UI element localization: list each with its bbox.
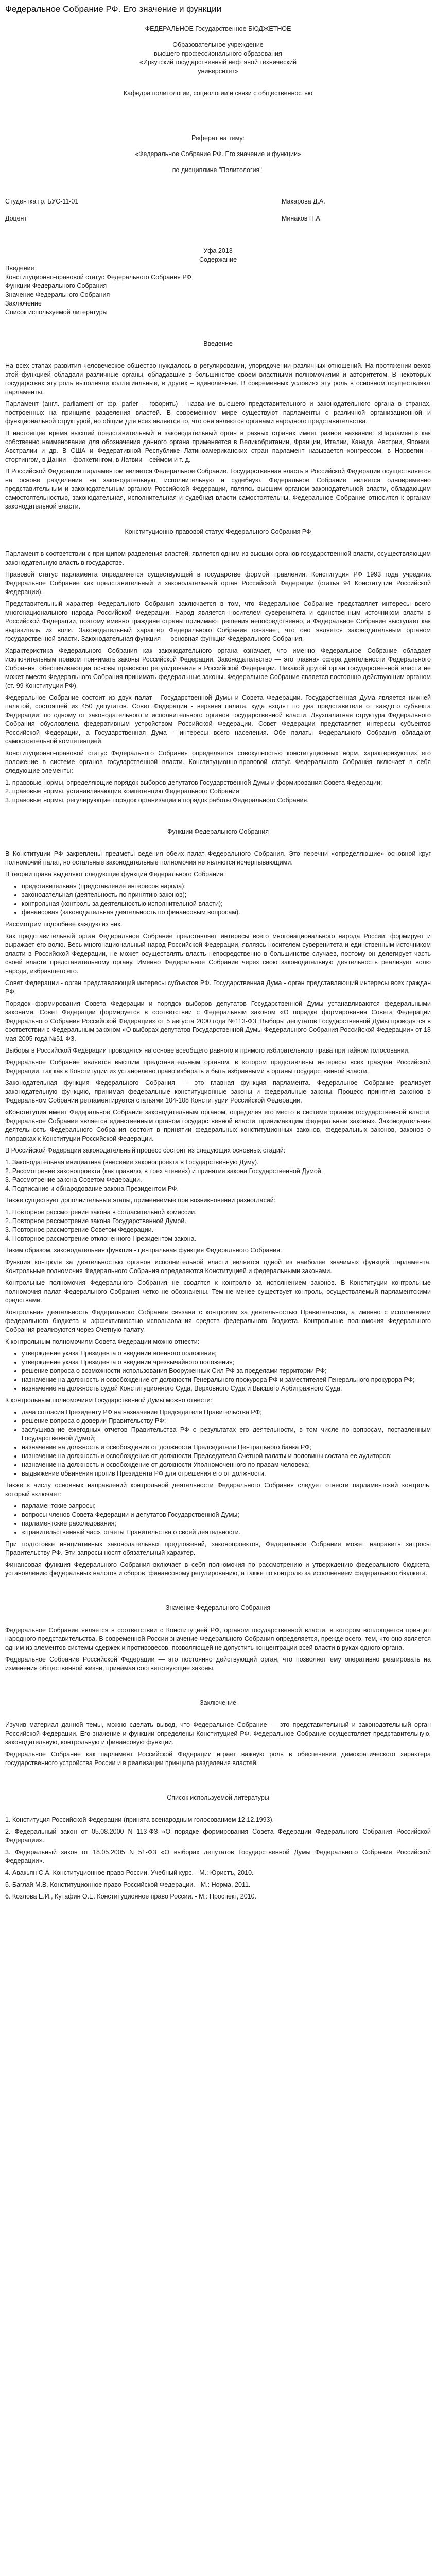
student-label: Студентка гр. БУС-11-01 (5, 198, 79, 205)
functions-paragraph: Контрольные полномочия Федерального Собрания не сводятся к контролю за исполнением законов. В Конституции контрольные полномочия палат Федерального Собрания четко не обозначены. Тем не менее существует контроль, осуществляемый парламентскими средствами. (5, 1279, 431, 1304)
student-name: Макарова Д.А. (282, 198, 325, 205)
bibliography-item: 4. Авакьян С.А. Конституционное право России. Учебный курс. - М.: Юристъ, 2010. (5, 1869, 254, 1876)
status-paragraph: Парламент в соответствии с принципом разделения властей, является одним из высших органов государственной власти, осуществляющим законодательную власть в государстве. (5, 550, 431, 566)
conclusion-paragraph: Федеральное Собрание как парламент Российской Федерации играет важную роль в обеспечении демократического характера государственного устройства России и в реализации принципа разделения властей. (5, 1751, 431, 1767)
functions-paragraph: В Российской Федерации законодательный процесс состоит из следующих основных стадий: (5, 1147, 286, 1154)
student-row (5, 197, 431, 206)
toc-item: Список используемой литературы (5, 309, 108, 316)
toc-heading: Содержание (199, 256, 237, 263)
bibliography-item: 6. Козлова Е.И., Кутафин О.Е. Конституционное право России. - М.: Проспект, 2010. (5, 1893, 257, 1900)
list-item: • законодательная (деятельность по принятию законов); (22, 891, 431, 900)
list-item: • назначение на должность и освобождение от должности Генерального прокурора РФ и заместителей Генерального прокурора РФ; (22, 1376, 431, 1384)
functions-paragraph: Также существует дополнительные этапы, применяемые при возникновении разногласий: (5, 1197, 276, 1204)
functions-paragraph: При подготовке инициативных законодательных предложений, законопроектов, Федеральное Собрание может направить запросы Правительству РФ. Эти запросы носят обязательный характер. (5, 1540, 431, 1556)
list-item: • решение вопроса о возможности использования Вооруженных Сил РФ за пределами территории РФ; (22, 1367, 431, 1376)
list-item: • утверждение указа Президента о введении чрезвычайного положения; (22, 1358, 431, 1367)
list-item: • заслушивание ежегодных отчетов Правительства РФ о результатах его деятельности, в том числе по вопросам, поставленным Государственной Думой; (22, 1426, 431, 1443)
referat-topic: «Федеральное Собрание РФ. Его значение и функции» (135, 150, 301, 158)
list-item: 4. Подписание и обнародование закона Президентом РФ. (5, 1185, 179, 1192)
significance-heading: Значение Федерального Собрания (165, 1604, 271, 1612)
docent-row (5, 214, 431, 223)
functions-paragraph: К контрольным полномочиям Совета Федерации можно отнести: (5, 1338, 200, 1345)
list-item: • «правительственный час», отчеты Правительства о своей деятельности. (22, 1528, 431, 1537)
parliamentary-control-list (5, 1502, 431, 1537)
intro-paragraph: В Российской Федерации парламентом является Федеральное Собрание. Государственная власть в Российской Федерации осуществляется на основе разделения на законодательную, исполнительную и судебную. Федеральное Собрание является одновременно представительным и законодательным органом Российской Федерации, являясь высшим органом законодательной власти, обладающим самостоятельностью, законодательная, исполнительная и судебная власти самостоятельны. Федеральное Собрание относится к органам законодательной власти. (5, 468, 431, 510)
toc-item: Конституционно-правовой статус Федерального Собрания РФ (5, 274, 192, 281)
list-item: 2. Рассмотрение законопроекта (как правило, в трех чтениях) и принятие закона Государственной Думой. (5, 1167, 323, 1175)
bibliography-item: 1. Конституция Российской Федерации (принята всенародным голосованием 12.12.1993). (5, 1816, 274, 1823)
list-item: 1. Повторное рассмотрение закона в согласительной комиссии. (5, 1209, 197, 1216)
functions-paragraph: Финансовая функция Федерального Собрания включает в себя полномочия по рассмотрению и утверждению федерального бюджета, установлению федеральных налогов и сборов, финансовому регулированию, а также по контролю за исполнением федерального бюджета. (5, 1561, 431, 1577)
list-item: • контрольная (контроль за деятельностью исполнительной власти); (22, 900, 431, 908)
status-paragraph: Характеристика Федерального Собрания как законодательного органа означает, что именно Федеральное Собрание обладает исключительным правом принимать законы Российской Федерации. Законодательство — это главная сфера деятельности Федерального Собрания, обеспечивающая основы правового регулирования в Российской Федерации. Никакой другой орган государственной власти не может вместо Федерального Собрания принимать федеральные законы. Федеральное Собрание является постоянно действующим органом (ст. 99 Конституции РФ). (5, 647, 431, 689)
intro-paragraph: Парламент (англ. parliament от фр. parler – говорить) - название высшего представительного и законодательного органа в странах, построенных на принципе разделения властей. В современном мире существуют парламенты с различной организационной и функциональной структурой, но общим для всех является то, что они являются органами народного представительства. (5, 400, 431, 425)
status-paragraph: Представительный характер Федерального Собрания заключается в том, что Федеральное Собрание представляет интересы всего многонационального народа Российской Федерации. Народ является носителем суверенитета и единственным источником власти в Российской Федерации, поэтому именно граждане страны принимают решения непосредственно, а Федеральное Собрание выступает как выразитель их воли. Законодательный характер Федерального Собрания означает, что оно является законодательным органом государственной власти. Законодательная функция — основная функция Федерального Собрания. (5, 600, 431, 642)
bibliography-item: 2. Федеральный закон от 05.08.2000 N 113-ФЗ «О порядке формирования Совета Федерации Федерального Собрания Российской Федерации». (5, 1828, 431, 1844)
intro-paragraph: На всех этапах развития человеческое общество нуждалось в регулировании, упорядочении различных отношений. На протяжении веков этой функцией обладали различные органы, обладавшие в большинстве своем властными полномочиями и авторитетом. В некоторых государствах эту роль выполняли коллегиальные, в других – единоличные. В современных условиях эту роль в основном осуществляют парламенты. (5, 362, 431, 396)
toc-item: Функции Федерального Собрания (5, 282, 107, 290)
federation-council-list (5, 1349, 431, 1393)
list-item: • назначение на должность судей Конституционного Суда, Верховного Суда и Высшего Арбитражного Суда. (22, 1384, 431, 1393)
bibliography-item: 3. Федеральный закон от 18.05.2005 N 51-ФЗ «О выборах депутатов Государственной Думы Федерального Собрания Российской Федерации». (5, 1849, 431, 1865)
document-body (0, 14, 436, 1901)
list-item: • финансовая (законодательная деятельность по финансовым вопросам). (22, 908, 431, 917)
intro-paragraph: В настоящее время высший представительный и законодательный орган в разных странах имеет разное название: «Парламент» как собственно наименование для обозначения данного органа применяется в Великобритании, Франции, Италии, Канаде, Австрии, Японии, Австралии и др. В США и Федеративной Республике Латиноамериканских стран парламент называется конгрессом, в Норвегии – стортингом, в Дании – фолкетингом, в Латвии – сеймом и т. д. (5, 430, 431, 463)
list-item: • парламентские расследования; (22, 1519, 431, 1528)
functions-heading: Функции Федерального Собрания (167, 828, 269, 835)
functions-paragraph: Порядок формирования Совета Федерации и порядок выборов депутатов Государственной Думы устанавливаются федеральными законами. Совет Федерации формируется в соответствии с Федеральным законом «О порядке формирования Совета Федерации Федерального Собрания Российской Федерации» от 5 августа 2000 года №113-ФЗ. Выборы депутатов Государственной Думы проводятся в соответствии с Федеральным законом «О выборах депутатов Государственной Думы Федерального Собрания Российской Федерации» от 18 мая 2005 года №51-ФЗ. (5, 1000, 431, 1042)
list-item: • назначение на должность и освобождение от должности Председателя Центрального банка РФ; (22, 1443, 431, 1452)
functions-paragraph: Совет Федерации - орган представляющий интересы субъектов РФ. Государственная Дума - орган представляющий интересы всех граждан РФ. (5, 979, 431, 995)
functions-paragraph: Также к числу основных направлений контрольной деятельности Федерального Собрания следует отнести парламентский контроль, который включает: (5, 1482, 431, 1498)
status-list-item: 2. правовые нормы, устанавливающие компетенцию Федерального Собрания; (5, 788, 241, 795)
list-item: 1. Законодательная инициатива (внесение законопроекта в Государственную Думу). (5, 1159, 259, 1166)
list-item: 4. Повторное рассмотрение отклоненного Президентом закона. (5, 1235, 196, 1242)
list-item: • парламентские запросы; (22, 1502, 431, 1511)
state-duma-list (5, 1408, 431, 1478)
significance-paragraph: Федеральное Собрание является в соответствии с Конституцией РФ, органом государственной власти, в котором воплощается принцип народного представительства. В современной России значение Федерального Собрания определяется, прежде всего, тем, что оно является одним из элементов системы сдержек и противовесов, позволяющей не допустить концентрации всей власти в руках одного органа. (5, 1626, 431, 1651)
docent-label: Доцент (5, 215, 27, 222)
city-year: Уфа 2013 (203, 247, 233, 255)
functions-paragraph: Функция контроля за деятельностью органов исполнительной власти является одной из наиболее значимых функций парламента. Контрольные полномочия Федерального Собрания определяются Конституцией и федеральными законами. (5, 1259, 431, 1275)
functions-paragraph: Контрольная деятельность Федерального Собрания связана с контролем за деятельностью Правительства, а именно с исполнением федерального бюджета и эффективностью использования средств федерального бюджета. Контрольные полномочия Федерального Собрания реализуются через Счетную палату. (5, 1309, 431, 1333)
functions-paragraph: Законодательная функция Федерального Собрания — это главная функция парламента. Федеральное Собрание реализует законодательную функцию, принимая федеральные конституционные законы и федеральные законы. Процесс принятия законов в Федеральном Собрании регламентируется статьями 104-108 Конституции Российской Федерации. (5, 1079, 431, 1104)
ministry-line: ФЕДЕРАЛЬНОЕ Государственное БЮДЖЕТНОЕ (145, 25, 291, 32)
functions-paragraph: К контрольным полномочиям Государственной Думы можно отнести: (5, 1397, 213, 1404)
list-item: • назначение на должность и освобождение от должности Уполномоченного по правам человека; (22, 1461, 431, 1469)
status-paragraph: Правовой статус парламента определяется существующей в государстве формой правления. Конституция РФ 1993 года учредила Федеральное Собрание как представительный и законодательный орган Российской Федерации (статья 94 Конституции Российской Федерации). (5, 571, 431, 596)
referat-label: Реферат на тему: (191, 134, 245, 142)
status-list-item: 1. правовые нормы, определяющие порядок выборов депутатов Государственной Думы и формирования Совета Федерации; (5, 779, 382, 786)
institution-line-2: высшего профессионального образования (154, 50, 282, 57)
list-item: • представительная (представление интересов народа); (22, 882, 431, 891)
status-paragraph: Федеральное Собрание состоит из двух палат - Государственной Думы и Совета Федерации. Государственная Дума является нижней палатой, состоящей из 450 депутатов. Совет Федерации - верхняя палата, куда входят по два представителя от каждого субъекта Федерации: по одному от законодательного и исполнительного органов государственной власти. Двухпалатная структура Федерального Собрания обусловлена федеративным устройством Российской Федерации. Совет Федерации представляет интересы субъектов Российской Федерации, а Государственная Дума - интересы всего населения. Обе палаты Федерального Собрания обладают самостоятельной компетенцией. (5, 694, 431, 745)
list-item: • утверждение указа Президента о введении военного положения; (22, 1349, 431, 1358)
status-paragraph: Конституционно-правовой статус Федерального Собрания определяется совокупностью конституционных норм, характеризующих его положение в системе органов государственной власти. Конституционно-правовой статус Федерального Собрания включает в себя следующие элементы: (5, 750, 431, 774)
status-list-item: 3. правовые нормы, регулирующие порядок организации и порядок работы Федерального Собрания. (5, 796, 309, 804)
list-item: 2. Повторное рассмотрение закона Государственной Думой. (5, 1217, 186, 1225)
functions-paragraph: В теории права выделяют следующие функции Федерального Собрания: (5, 871, 225, 878)
functions-list (5, 882, 431, 917)
bibliography-heading: Список используемой литературы (167, 1794, 269, 1801)
functions-paragraph: «Конституция имеет Федеральное Собрание законодательным органом, определяя его место в системе органов государственной власти. Федеральное Собрание является единственным органом государственной власти, принимающим федеральные законы». Законодательная деятельность Федерального Собрания состоит в принятии федеральных конституционных законов, федеральных законов, законов о поправках к Конституции Российской Федерации. (5, 1109, 431, 1142)
list-item: • назначение на должность и освобождение от должности Председателя Счетной палаты и половины состава ее аудиторов; (22, 1452, 431, 1461)
list-item: • решение вопроса о доверии Правительству РФ; (22, 1417, 431, 1426)
functions-paragraph: Федеральное Собрание является высшим представительным органом, в котором представлены интересы всех граждан Российской Федерации, так как в Конституции их установлено право избирать и быть избранными в органы государственной власти. (5, 1059, 431, 1075)
functions-paragraph: Как представительный орган Федеральное Собрание представляет интересы всего многонационального народа России, формирует и выражает его волю. Весь многонациональный народ Российской Федерации, являясь носителем суверенитета и единственным источником власти в Российской Федерации, не может осуществлять власть непосредственно в большинстве случаев, поэтому он делегирует часть своей власти представительному органу. Именно Федеральное Собрание через свою законодательную деятельность реализует волю народа, избравшего его. (5, 933, 431, 975)
department-line: Кафедра политологии, социологии и связи с общественностью (123, 90, 313, 97)
significance-paragraph: Федеральное Собрание Российской Федерации — это постоянно действующий орган, что позволяет ему оперативно реагировать на изменения общественной жизни, принимая соответствующие законы. (5, 1656, 431, 1672)
list-item: • выдвижение обвинения против Президента РФ для отрешения его от должности. (22, 1469, 431, 1478)
status-heading: Конституционно-правовой статус Федерального Собрания РФ (125, 528, 311, 535)
list-item: • дача согласия Президенту РФ на назначение Председателя Правительства РФ; (22, 1408, 431, 1417)
institution-line-1: Образовательное учреждение (172, 41, 264, 48)
list-item: • вопросы членов Совета Федерации и депутатов Государственной Думы; (22, 1511, 431, 1519)
document-title: Федеральное Собрание РФ. Его значение и функции (5, 4, 222, 14)
functions-paragraph: Таким образом, законодательная функция - центральная функция Федерального Собрания. (5, 1247, 282, 1254)
list-item: 3. Повторное рассмотрение Советом Федерации. (5, 1226, 154, 1233)
conclusion-heading: Заключение (200, 1699, 236, 1706)
toc-item: Заключение (5, 300, 42, 307)
bibliography-item: 5. Баглай М.В. Конституционное право Российской Федерации. - М.: Норма, 2011. (5, 1881, 251, 1888)
institution-line-3: «Иркутский государственный нефтяной технический (139, 59, 297, 66)
toc-item: Значение Федерального Собрания (5, 291, 110, 298)
functions-paragraph: В Конституции РФ закреплены предметы ведения обеих палат Федерального Собрания. Это перечни «определяющие» основной круг полномочий палат, но остальные законодательные полномочия не являются исчерпывающими. (5, 850, 431, 866)
referat-discipline: по дисциплине "Политология". (172, 166, 264, 174)
functions-paragraph: Рассмотрим подробнее каждую из них. (5, 921, 123, 928)
functions-paragraph: Выборы в Российской Федерации проводятся на основе всеобщего равного и прямого избирательного права при тайном голосовании. (5, 1047, 410, 1054)
toc-item: Введение (5, 265, 34, 272)
institution-line-4: университет» (198, 67, 238, 75)
intro-heading: Введение (203, 340, 233, 347)
list-item: 3. Рассмотрение закона Советом Федерации. (5, 1176, 142, 1183)
docent-name: Минаков П.А. (282, 215, 322, 222)
conclusion-paragraph: Изучив материал данной темы, можно сделать вывод, что Федеральное Собрание — это представительный и законодательный орган Российской Федерации. Его значение и функции определены Конституцией РФ. Федеральное Собрание осуществляет представительную, законодательную, контрольную и финансовую функции. (5, 1721, 431, 1746)
